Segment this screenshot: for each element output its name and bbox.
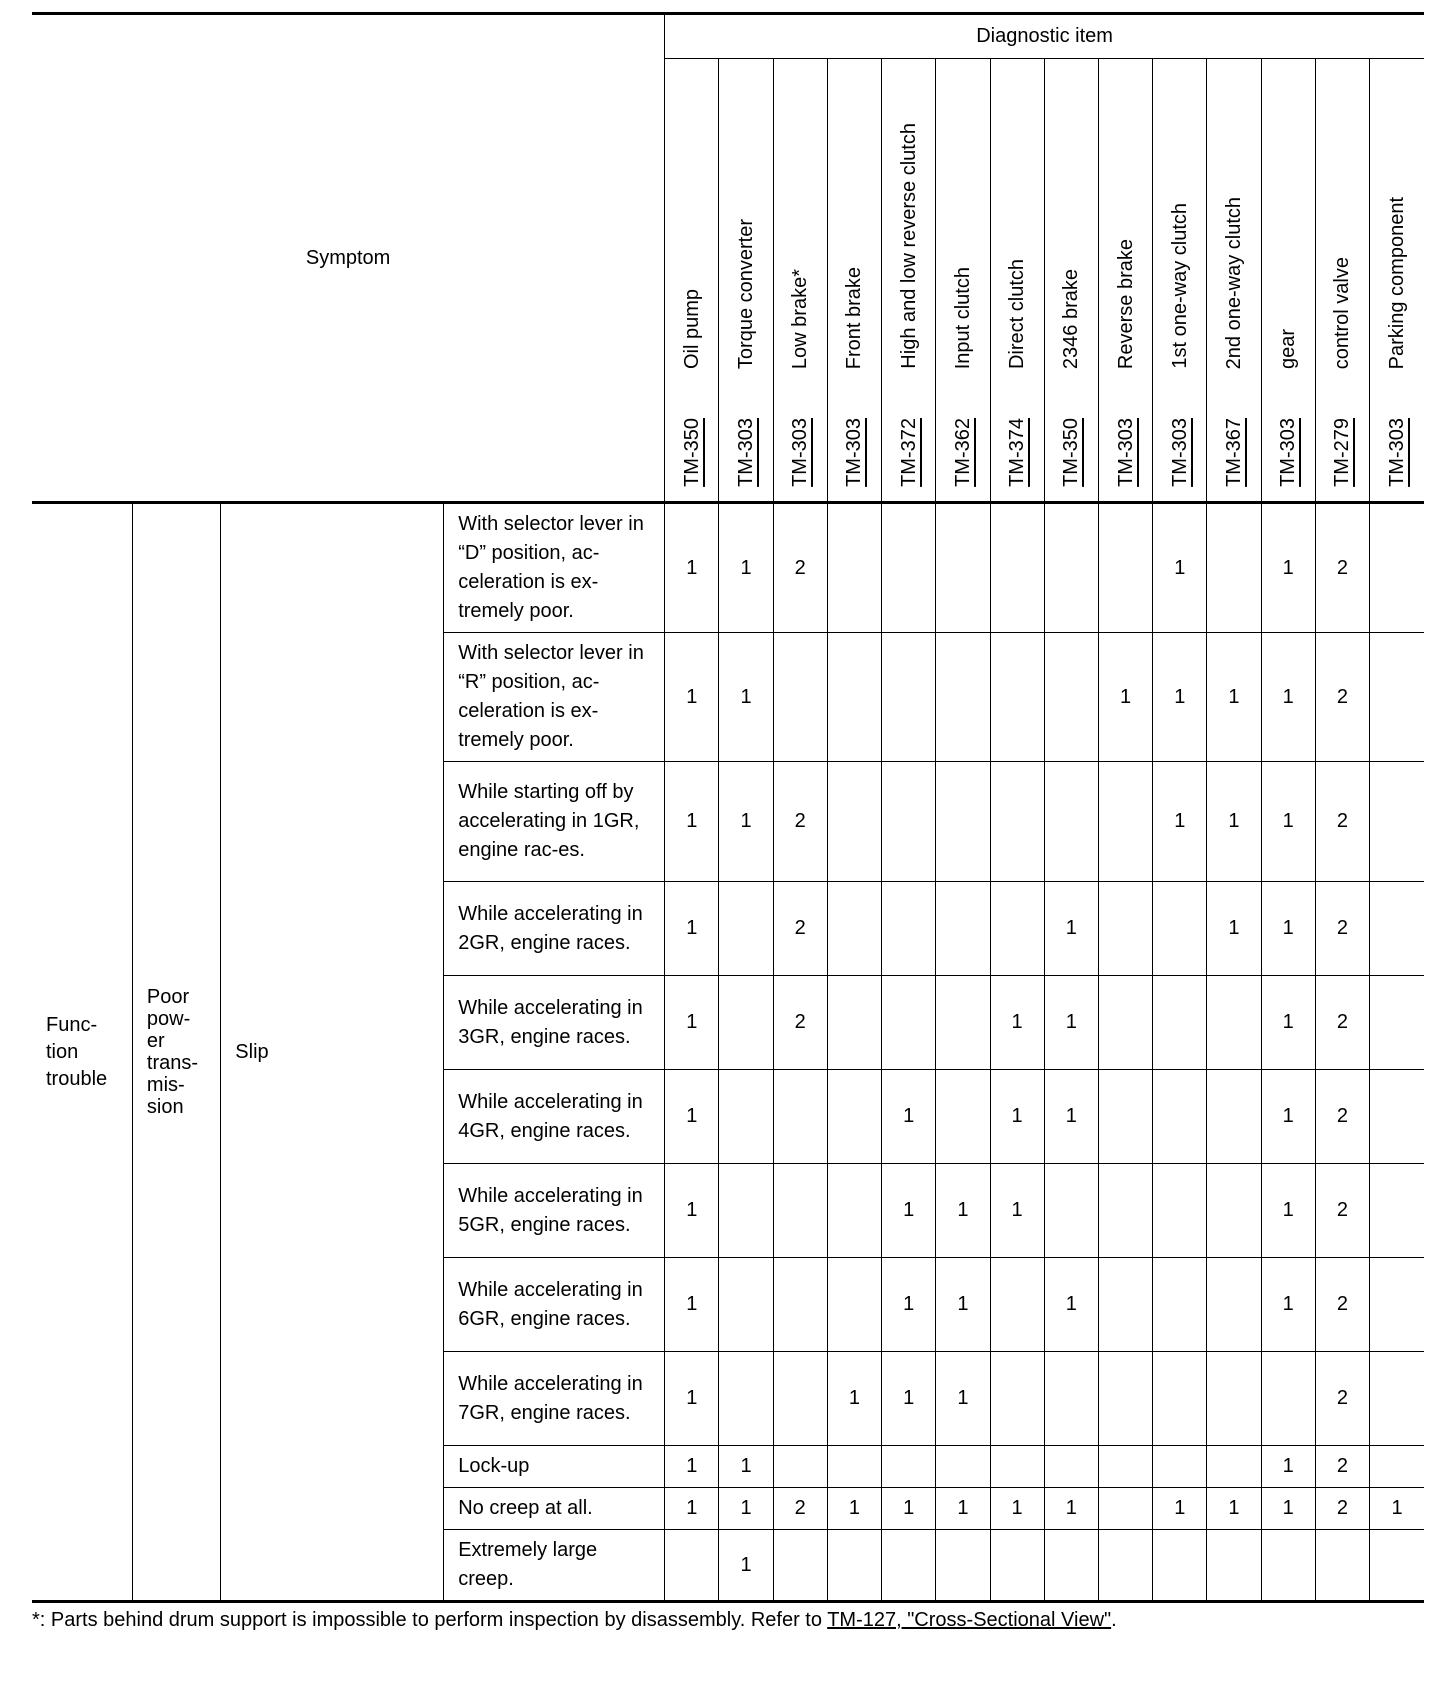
value-cell: 2 xyxy=(1315,1164,1369,1258)
value-cell: 1 xyxy=(1261,762,1315,882)
column-name: High and low reverse clutch xyxy=(897,123,920,369)
column-name: control valve xyxy=(1331,256,1354,369)
value-cell xyxy=(1153,1258,1207,1352)
value-cell xyxy=(827,1446,881,1488)
value-cell: 1 xyxy=(936,1488,990,1530)
value-cell xyxy=(1207,1258,1261,1352)
value-cell xyxy=(1044,1446,1098,1488)
value-cell: 2 xyxy=(773,976,827,1070)
value-cell xyxy=(882,1530,936,1602)
value-cell: 1 xyxy=(882,1164,936,1258)
value-cell xyxy=(882,1446,936,1488)
footnote-link[interactable]: TM-127, "Cross-Sectional View" xyxy=(827,1609,1112,1631)
value-cell: 1 xyxy=(665,503,719,633)
value-cell: 1 xyxy=(990,976,1044,1070)
column-name: 2346 brake xyxy=(1060,268,1083,369)
value-cell xyxy=(773,1352,827,1446)
value-cell: 1 xyxy=(665,1352,719,1446)
value-cell xyxy=(1370,1446,1424,1488)
value-cell xyxy=(990,1352,1044,1446)
column-header xyxy=(1153,59,1207,503)
value-cell: 1 xyxy=(1207,882,1261,976)
category-level1: Func- tion trouble xyxy=(32,503,132,1602)
value-cell xyxy=(990,633,1044,762)
value-cell xyxy=(936,1070,990,1164)
value-cell xyxy=(936,633,990,762)
symptom-header: Symptom xyxy=(32,14,665,503)
value-cell xyxy=(1044,633,1098,762)
value-cell: 2 xyxy=(1315,762,1369,882)
value-cell xyxy=(719,882,773,976)
value-cell xyxy=(1153,1530,1207,1602)
value-cell xyxy=(1370,1070,1424,1164)
value-cell: 1 xyxy=(665,762,719,882)
symptom-cell: Extremely large creep. xyxy=(444,1530,665,1602)
symptom-cell: While accelerating in 3GR, engine races. xyxy=(444,976,665,1070)
value-cell xyxy=(1098,503,1152,633)
value-cell xyxy=(1207,1070,1261,1164)
value-cell: 1 xyxy=(1044,1070,1098,1164)
value-cell xyxy=(1098,1070,1152,1164)
value-cell xyxy=(1153,1352,1207,1446)
value-cell: 1 xyxy=(665,1164,719,1258)
value-cell: 1 xyxy=(990,1164,1044,1258)
value-cell xyxy=(1044,1530,1098,1602)
value-cell xyxy=(1370,1530,1424,1602)
value-cell: 1 xyxy=(1153,503,1207,633)
value-cell: 1 xyxy=(882,1488,936,1530)
value-cell: 1 xyxy=(1261,1164,1315,1258)
column-ref-link[interactable]: TM-303 xyxy=(735,418,758,487)
value-cell xyxy=(990,1258,1044,1352)
column-name: 2nd one-way clutch xyxy=(1222,196,1245,369)
value-cell xyxy=(1098,976,1152,1070)
column-name: Direct clutch xyxy=(1006,258,1029,369)
value-cell: 1 xyxy=(1207,633,1261,762)
value-cell: 2 xyxy=(773,503,827,633)
value-cell xyxy=(1098,1488,1152,1530)
value-cell: 2 xyxy=(1315,1488,1369,1530)
column-name: Low brake* xyxy=(789,268,812,369)
value-cell: 1 xyxy=(719,633,773,762)
value-cell: 1 xyxy=(665,633,719,762)
value-cell: 1 xyxy=(1261,503,1315,633)
value-cell xyxy=(827,503,881,633)
column-name: gear xyxy=(1277,328,1300,369)
value-cell xyxy=(1315,1530,1369,1602)
value-cell xyxy=(1370,882,1424,976)
value-cell xyxy=(827,633,881,762)
diagnostic-item-header: Diagnostic item xyxy=(665,14,1424,59)
value-cell: 1 xyxy=(1207,1488,1261,1530)
value-cell: 2 xyxy=(1315,1352,1369,1446)
column-header xyxy=(773,59,827,503)
value-cell: 1 xyxy=(1098,633,1152,762)
value-cell: 1 xyxy=(882,1070,936,1164)
value-cell: 1 xyxy=(665,976,719,1070)
value-cell xyxy=(990,1530,1044,1602)
value-cell xyxy=(827,1258,881,1352)
value-cell: 1 xyxy=(1044,882,1098,976)
column-ref-link[interactable]: TM-350 xyxy=(1060,418,1083,487)
value-cell xyxy=(990,882,1044,976)
value-cell xyxy=(1153,1070,1207,1164)
column-name: Reverse brake xyxy=(1114,238,1137,369)
value-cell: 1 xyxy=(1153,633,1207,762)
value-cell: 1 xyxy=(665,1446,719,1488)
column-header xyxy=(1315,59,1369,503)
value-cell: 1 xyxy=(1261,1488,1315,1530)
column-header xyxy=(719,59,773,503)
column-ref-link[interactable]: TM-303 xyxy=(1114,418,1137,487)
value-cell xyxy=(719,1258,773,1352)
value-cell: 1 xyxy=(936,1352,990,1446)
column-ref-link[interactable]: TM-350 xyxy=(680,418,703,487)
value-cell: 2 xyxy=(773,762,827,882)
value-cell xyxy=(990,503,1044,633)
value-cell xyxy=(719,1164,773,1258)
value-cell xyxy=(990,762,1044,882)
category-level2: Poor pow- er trans- mis- sion xyxy=(132,503,220,1602)
value-cell xyxy=(1370,1258,1424,1352)
value-cell: 1 xyxy=(719,762,773,882)
value-cell: 1 xyxy=(1207,762,1261,882)
column-ref-link[interactable]: TM-303 xyxy=(1386,418,1409,487)
value-cell xyxy=(1044,1352,1098,1446)
value-cell xyxy=(936,976,990,1070)
value-cell: 1 xyxy=(936,1164,990,1258)
column-name: Input clutch xyxy=(951,266,974,369)
column-header xyxy=(827,59,881,503)
value-cell: 1 xyxy=(1261,1070,1315,1164)
value-cell: 1 xyxy=(1044,1488,1098,1530)
value-cell xyxy=(936,762,990,882)
value-cell: 1 xyxy=(1044,976,1098,1070)
symptom-cell: No creep at all. xyxy=(444,1488,665,1530)
symptom-cell: While accelerating in 4GR, engine races. xyxy=(444,1070,665,1164)
symptom-cell: With selector lever in “R” position, ac-celeration is ex-tremely poor. xyxy=(444,633,665,762)
column-name: Oil pump xyxy=(680,288,703,369)
value-cell: 1 xyxy=(1261,1446,1315,1488)
column-header xyxy=(882,59,936,503)
symptom-cell: While accelerating in 6GR, engine races. xyxy=(444,1258,665,1352)
value-cell: 2 xyxy=(773,1488,827,1530)
value-cell xyxy=(719,1070,773,1164)
value-cell xyxy=(882,503,936,633)
column-ref-link[interactable]: TM-303 xyxy=(843,418,866,487)
value-cell xyxy=(990,1446,1044,1488)
value-cell xyxy=(882,882,936,976)
value-cell xyxy=(827,1164,881,1258)
column-header xyxy=(990,59,1044,503)
value-cell: 1 xyxy=(827,1488,881,1530)
symptom-cell: While accelerating in 5GR, engine races. xyxy=(444,1164,665,1258)
diagnostic-table-container xyxy=(32,12,1424,1632)
column-name: Front brake xyxy=(843,266,866,369)
value-cell: 1 xyxy=(1153,1488,1207,1530)
column-ref-link[interactable]: TM-374 xyxy=(1006,418,1029,487)
value-cell: 1 xyxy=(1044,1258,1098,1352)
value-cell xyxy=(882,762,936,882)
value-cell xyxy=(773,1530,827,1602)
value-cell xyxy=(1370,1164,1424,1258)
value-cell: 1 xyxy=(1261,1258,1315,1352)
symptom-cell: With selector lever in “D” position, ac-celeration is ex-tremely poor. xyxy=(444,503,665,633)
value-cell: 1 xyxy=(936,1258,990,1352)
footnote-text: *: Parts behind drum support is impossible to perform inspection by disassembly. Refer to xyxy=(32,1609,828,1631)
value-cell: 1 xyxy=(665,882,719,976)
diagnostic-table xyxy=(32,12,1424,1603)
column-header xyxy=(665,59,719,503)
value-cell: 1 xyxy=(990,1488,1044,1530)
value-cell: 1 xyxy=(665,1258,719,1352)
value-cell: 1 xyxy=(665,1070,719,1164)
column-header xyxy=(1370,59,1424,503)
value-cell xyxy=(1153,1164,1207,1258)
value-cell xyxy=(1370,633,1424,762)
value-cell xyxy=(1098,1352,1152,1446)
value-cell: 2 xyxy=(1315,633,1369,762)
value-cell: 1 xyxy=(719,503,773,633)
value-cell xyxy=(882,633,936,762)
symptom-cell: While starting off by accelerating in 1GR, engine rac-es. xyxy=(444,762,665,882)
value-cell xyxy=(936,1446,990,1488)
value-cell: 2 xyxy=(1315,882,1369,976)
value-cell xyxy=(1153,882,1207,976)
symptom-cell: While accelerating in 2GR, engine races. xyxy=(444,882,665,976)
column-ref-link[interactable]: TM-362 xyxy=(951,418,974,487)
column-name: Parking component xyxy=(1386,196,1409,369)
column-header xyxy=(1207,59,1261,503)
value-cell xyxy=(1207,1446,1261,1488)
value-cell xyxy=(1207,503,1261,633)
value-cell xyxy=(1207,976,1261,1070)
column-header xyxy=(1261,59,1315,503)
value-cell xyxy=(827,1530,881,1602)
value-cell: 1 xyxy=(1370,1488,1424,1530)
value-cell xyxy=(773,1446,827,1488)
value-cell: 1 xyxy=(719,1530,773,1602)
value-cell: 1 xyxy=(1261,882,1315,976)
value-cell xyxy=(1261,1352,1315,1446)
value-cell xyxy=(1098,882,1152,976)
value-cell: 2 xyxy=(1315,1446,1369,1488)
value-cell xyxy=(1370,762,1424,882)
value-cell xyxy=(882,976,936,1070)
value-cell: 1 xyxy=(665,1488,719,1530)
value-cell xyxy=(1370,976,1424,1070)
value-cell: 2 xyxy=(1315,1258,1369,1352)
value-cell xyxy=(827,762,881,882)
value-cell: 2 xyxy=(1315,976,1369,1070)
column-ref-link[interactable]: TM-372 xyxy=(897,418,920,487)
value-cell xyxy=(773,1070,827,1164)
value-cell: 1 xyxy=(827,1352,881,1446)
value-cell xyxy=(1207,1352,1261,1446)
footnote-end: . xyxy=(1111,1609,1117,1631)
value-cell: 2 xyxy=(1315,503,1369,633)
value-cell xyxy=(1098,1164,1152,1258)
value-cell xyxy=(1370,503,1424,633)
column-ref-link[interactable]: TM-303 xyxy=(1277,418,1300,487)
value-cell: 1 xyxy=(719,1446,773,1488)
value-cell xyxy=(936,1530,990,1602)
value-cell xyxy=(1153,976,1207,1070)
value-cell xyxy=(1207,1164,1261,1258)
value-cell xyxy=(1153,1446,1207,1488)
value-cell xyxy=(1207,1530,1261,1602)
column-header xyxy=(1044,59,1098,503)
value-cell xyxy=(1044,1164,1098,1258)
column-ref-link[interactable]: TM-367 xyxy=(1222,418,1245,487)
column-name: 1st one-way clutch xyxy=(1168,203,1191,369)
value-cell xyxy=(773,1258,827,1352)
value-cell xyxy=(827,882,881,976)
value-cell xyxy=(773,633,827,762)
value-cell: 1 xyxy=(719,1488,773,1530)
category-level3: Slip xyxy=(221,503,444,1602)
column-name: Torque converter xyxy=(735,218,758,369)
column-ref-link[interactable]: TM-303 xyxy=(1168,418,1191,487)
table-row xyxy=(32,503,1424,633)
value-cell xyxy=(1098,1258,1152,1352)
value-cell: 1 xyxy=(1261,633,1315,762)
column-ref-link[interactable]: TM-303 xyxy=(789,418,812,487)
value-cell: 1 xyxy=(882,1258,936,1352)
value-cell: 1 xyxy=(882,1352,936,1446)
value-cell xyxy=(719,1352,773,1446)
column-header xyxy=(936,59,990,503)
value-cell xyxy=(1370,1352,1424,1446)
value-cell xyxy=(1098,1530,1152,1602)
value-cell xyxy=(1098,1446,1152,1488)
value-cell: 1 xyxy=(1153,762,1207,882)
value-cell xyxy=(1044,762,1098,882)
value-cell xyxy=(827,976,881,1070)
column-ref-link[interactable]: TM-279 xyxy=(1331,418,1354,487)
value-cell xyxy=(665,1530,719,1602)
footnote xyxy=(32,1609,1424,1632)
value-cell xyxy=(936,882,990,976)
value-cell xyxy=(1044,503,1098,633)
value-cell: 2 xyxy=(773,882,827,976)
value-cell xyxy=(936,503,990,633)
symptom-cell: While accelerating in 7GR, engine races. xyxy=(444,1352,665,1446)
value-cell: 1 xyxy=(1261,976,1315,1070)
value-cell xyxy=(827,1070,881,1164)
symptom-cell: Lock-up xyxy=(444,1446,665,1488)
value-cell: 2 xyxy=(1315,1070,1369,1164)
value-cell: 1 xyxy=(990,1070,1044,1164)
column-header xyxy=(1098,59,1152,503)
value-cell xyxy=(1098,762,1152,882)
value-cell xyxy=(1261,1530,1315,1602)
value-cell xyxy=(773,1164,827,1258)
value-cell xyxy=(719,976,773,1070)
